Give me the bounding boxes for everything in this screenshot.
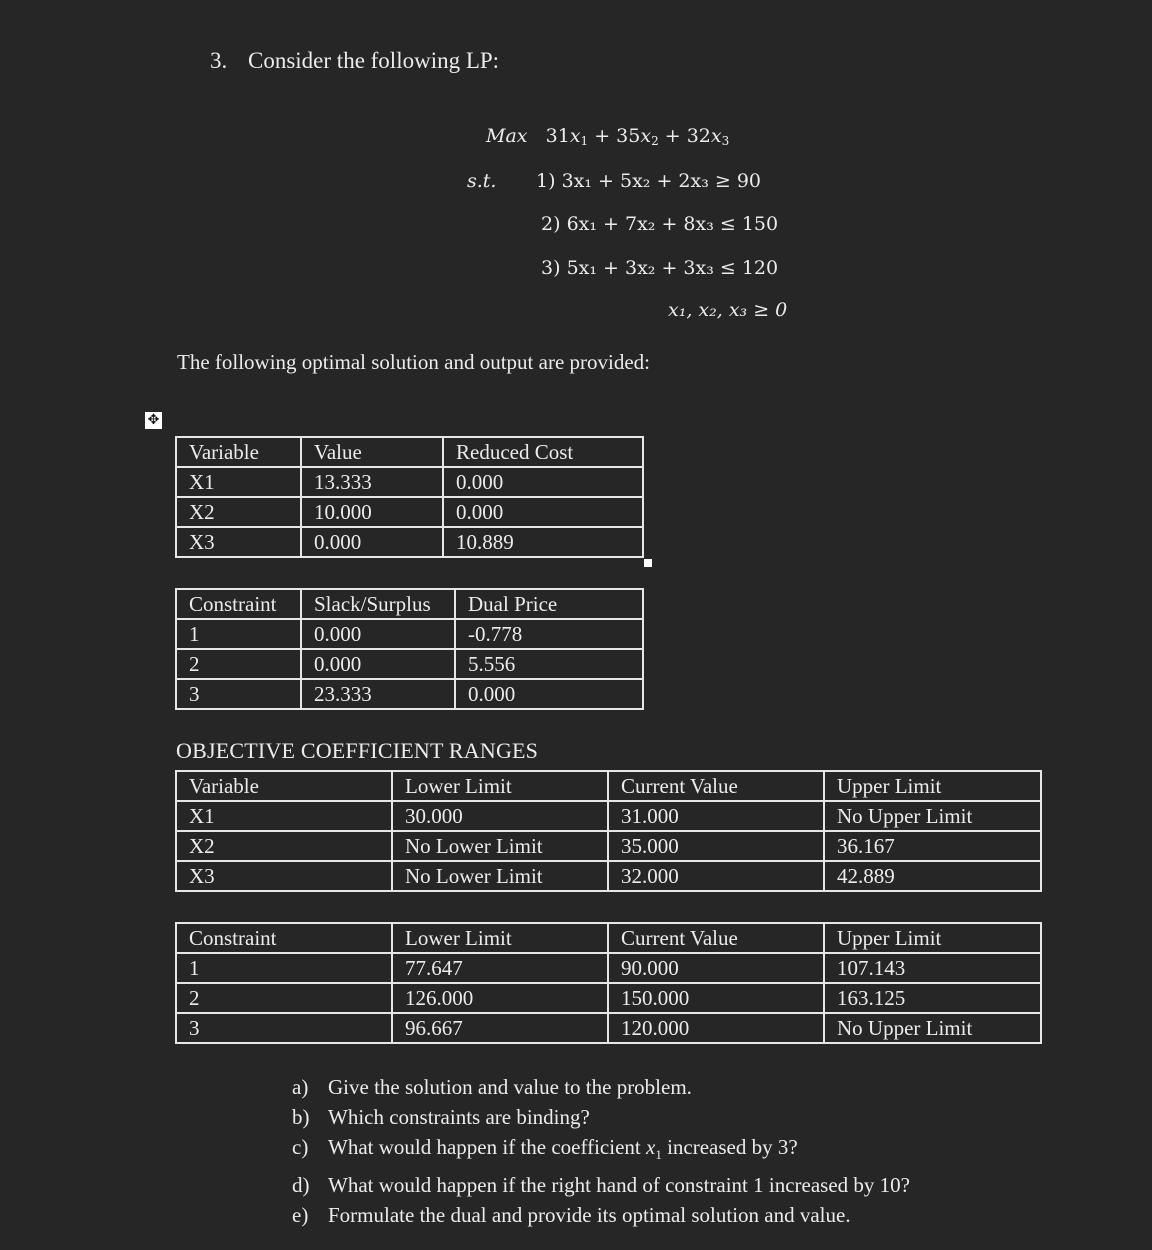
table-cell: 30.000 [392,801,608,831]
table-cell: 107.143 [824,953,1041,983]
table-move-handle[interactable]: ✥ [145,412,162,429]
table-cell: 150.000 [608,983,824,1013]
table-header-row [176,437,643,467]
table-cell: 120.000 [608,1013,824,1043]
question-b: b) Which constraints are binding? [292,1105,590,1129]
table-cell: 3 [176,1013,392,1043]
table-cell: 96.667 [392,1013,608,1043]
table-cell: X1 [176,801,392,831]
table-cell: 0.000 [301,527,443,557]
table-cell: 77.647 [392,953,608,983]
header-cell: Current Value [608,923,824,953]
table-cell: 35.000 [608,831,824,861]
header-cell: Lower Limit [392,771,608,801]
table-row [176,619,643,649]
questions-list [292,1072,910,1230]
header-cell: Lower Limit [392,923,608,953]
header-cell: Upper Limit [824,923,1041,953]
question-d: d) What would happen if the right hand of constraint 1 increased by 10? [292,1173,910,1198]
lp-constraint-2: 2) 6x₁ + 7x₂ + 8x₃ ≤ 150 [541,213,779,235]
table-cell: 126.000 [392,983,608,1013]
problem-heading [210,48,499,74]
table-header-row [176,923,1041,953]
table-cell: 1 [176,619,301,649]
table-cell: 0.000 [455,679,643,709]
variables-table [175,436,644,558]
lp-objective: Max $31x_1 + 35x_2 + 32x_3$ [486,125,730,148]
rhs-ranges-table [175,922,1042,1044]
objective-ranges-title: OBJECTIVE COEFFICIENT RANGES [176,738,539,763]
problem-number: 3. [210,48,228,73]
header-cell: Variable [176,771,392,801]
header-cell: Dual Price [455,589,643,619]
table-cell: 90.000 [608,953,824,983]
header-cell: Value [301,437,443,467]
table-header-row [176,589,643,619]
table-row [176,497,643,527]
lp-constraint-1: 1) 3x₁ + 5x₂ + 2x₃ ≥ 90 [536,170,762,192]
table-row [176,861,1041,891]
question-c: c) What would happen if the coefficient $x_1$ increased by 3? [292,1135,798,1163]
table-cell: No Lower Limit [392,861,608,891]
table-cell: 13.333 [301,467,443,497]
table-row [176,831,1041,861]
table-cell: 2 [176,983,392,1013]
table-cell: -0.778 [455,619,643,649]
table-row [176,649,643,679]
table-row [176,801,1041,831]
table-cell: 42.889 [824,861,1041,891]
table-cell: 0.000 [301,649,455,679]
objective-ranges-table [175,770,1042,892]
header-cell: Variable [176,437,301,467]
table-cell: X3 [176,861,392,891]
table-cell: 5.556 [455,649,643,679]
table-header-row [176,771,1041,801]
question-e: e) Formulate the dual and provide its optimal solution and value. [292,1203,851,1228]
problem-title: Consider the following LP: [248,48,500,73]
table-cell: No Lower Limit [392,831,608,861]
lp-nonnegativity: x₁, x₂, x₃ ≥ 0 [668,299,788,321]
table-cell: 36.167 [824,831,1041,861]
lp-constraint-3: 3) 5x₁ + 3x₂ + 3x₃ ≤ 120 [541,257,779,279]
table-row [176,679,643,709]
table-cell: 3 [176,679,301,709]
table-cell: X2 [176,831,392,861]
table-cell: 23.333 [301,679,455,709]
table-row [176,953,1041,983]
table-row [176,467,643,497]
table-cell: X3 [176,527,301,557]
table-cell: No Upper Limit [824,801,1041,831]
table-cell: 2 [176,649,301,679]
table-cell: X1 [176,467,301,497]
header-cell: Constraint [176,589,301,619]
table-resize-handle[interactable] [644,559,652,567]
table-row [176,527,643,557]
max-label: Max [486,125,528,147]
table-cell: 10.000 [301,497,443,527]
table-row [176,983,1041,1013]
table-cell: 10.889 [443,527,643,557]
header-cell: Slack/Surplus [301,589,455,619]
question-a: a) Give the solution and value to the problem. [292,1075,692,1099]
header-cell: Constraint [176,923,392,953]
table-cell: No Upper Limit [824,1013,1041,1043]
table-cell: 163.125 [824,983,1041,1013]
table-cell: 0.000 [443,497,643,527]
table-row [176,1013,1041,1043]
table-cell: X2 [176,497,301,527]
st-label: s.t. [467,170,497,192]
constraints-table [175,588,644,710]
table-cell: 31.000 [608,801,824,831]
table-cell: 1 [176,953,392,983]
intro-text: The following optimal solution and output are provided: [177,350,651,374]
header-cell: Current Value [608,771,824,801]
table-cell: 0.000 [443,467,643,497]
table-cell: 0.000 [301,619,455,649]
table-cell: 32.000 [608,861,824,891]
header-cell: Upper Limit [824,771,1041,801]
header-cell: Reduced Cost [443,437,643,467]
